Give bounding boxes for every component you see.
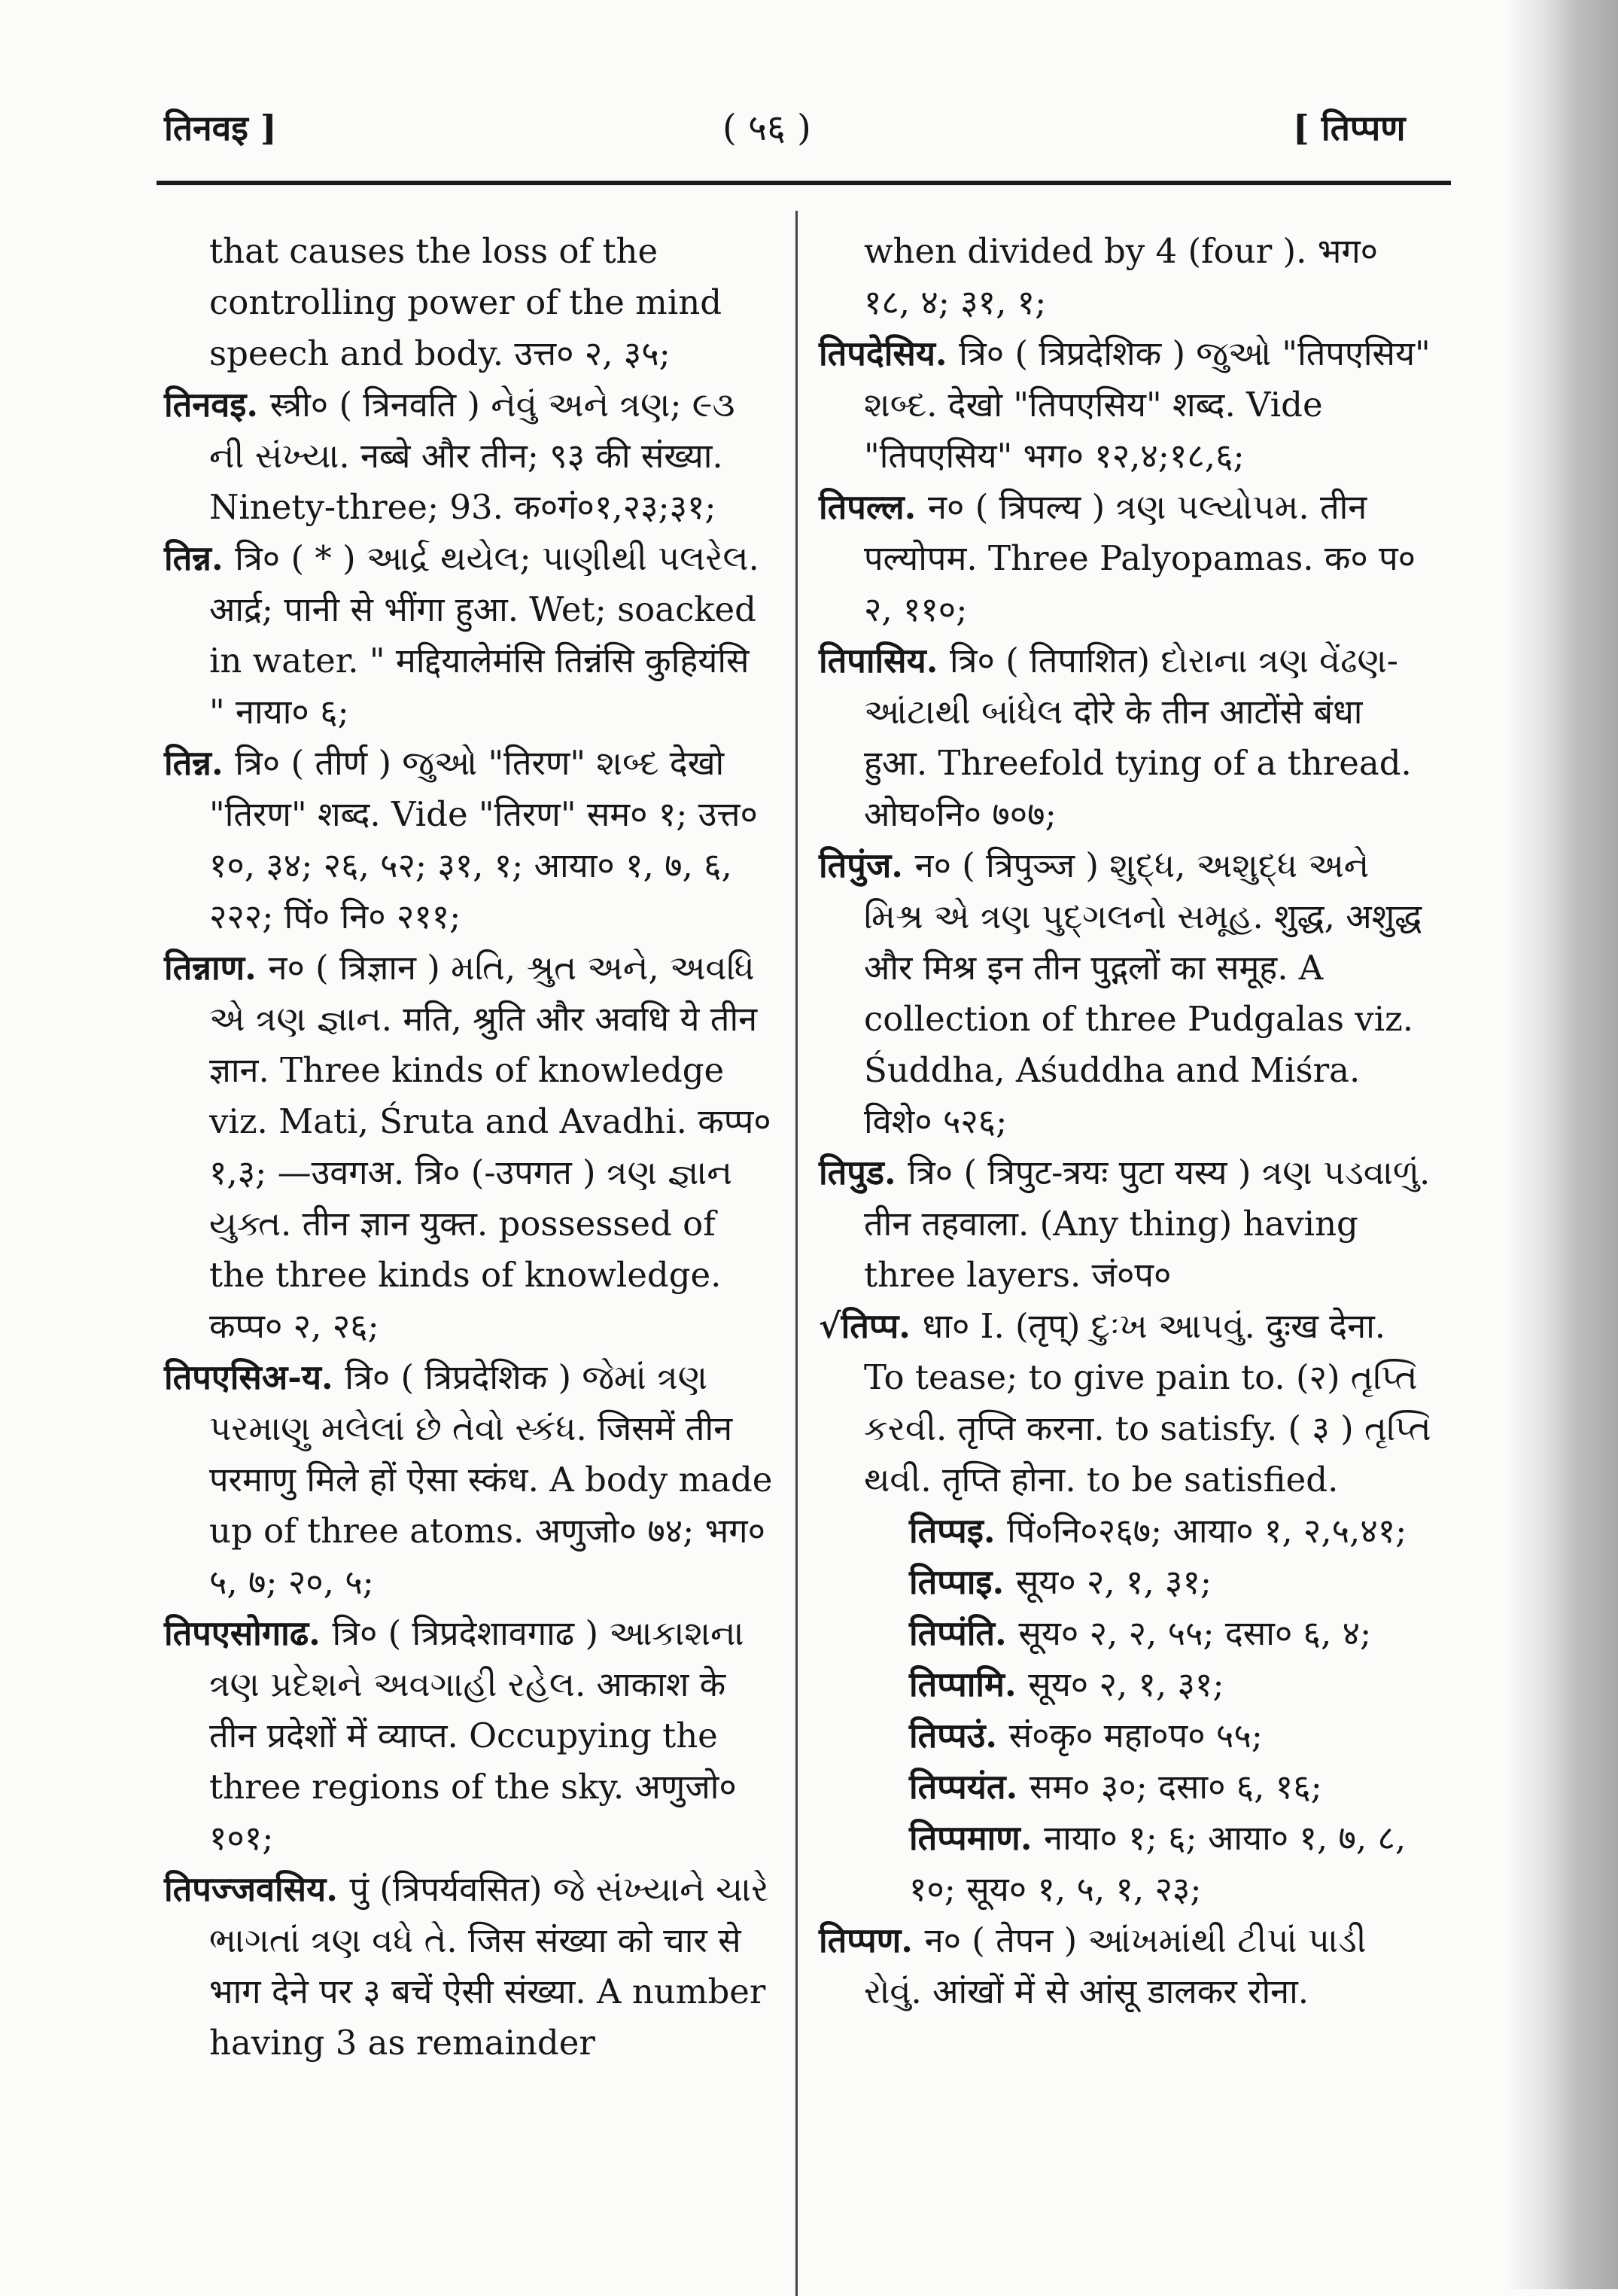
dictionary-entry	[819, 1813, 1432, 1915]
entry-text: सं०कृ० महा०प० ५५;	[1008, 1716, 1263, 1755]
dictionary-entry	[819, 1147, 1432, 1301]
entry-headword: तिपल्ल.	[819, 487, 929, 527]
entry-text: पुं (त्रिपर्यवसित) જે સંખ્યાને ચારે ભાગતાં ત્રણ વધે તે. जिस संख्या को चार से भाग देने पर ३ बचें ऐसी संख्या. A number having 3 as remainder	[209, 1869, 769, 2063]
right-column	[819, 226, 1432, 2017]
entry-text: त्रि० ( त्रिपुट-त्रयः पुटा यस्य ) ત્રણ પડવાળું. तीन तहवाला. (Any thing) having three layers. जं०प०	[864, 1153, 1431, 1295]
dictionary-entry	[819, 1608, 1432, 1659]
entry-text: त्रि० ( तिपाशित) દોરાના ત્રણ વેંઢણ-આંટાથી બાંધેલ दोरे के तीन आटोंसे बंधा हुआ. Threefold tying of a thread. ओघ०नि० ७०७;	[864, 641, 1412, 834]
entry-text: सम० ३०; दसा० ६, १६;	[1029, 1767, 1322, 1807]
dictionary-entry	[819, 226, 1432, 328]
dictionary-entry	[164, 1608, 774, 1864]
entry-text: न० ( त्रिपुञ्ज ) શુદ્ધ, અશુદ્ધ અને મિશ્ર એ ત્રણ પુદ્ગલનો સમૂહ. शुद्ध, अशुद्ध और मिश्र इन तीन पुद्गलों का समूह. A collection of three Pudgalas viz. Śuddha, Aśuddha and Miśra. विशे० ५२६;	[864, 845, 1422, 1141]
dictionary-entry	[164, 1864, 774, 2069]
entry-headword: तिपुड.	[819, 1153, 908, 1192]
entry-text: धा० I. (तृप्) દુઃખ આપવું. दुःख देना. To tease; to give pain to. (२) તૃપ્તિ કરવી. तृप्ति करना. to satisfy. ( ३ ) તૃપ્તિ થવી. तृप्ति होना. to be satisfied.	[864, 1306, 1431, 1500]
entry-headword: तिपासिय.	[819, 641, 950, 681]
entry-text: त्रि० ( त्रिप्रदेशिक ) જુઓ "तिपएसिय" શબ્દ. देखो "तिपएसिय" शब्द. Vide "तिपएसिय" भग० १२,४;१८,६;	[864, 333, 1431, 476]
dictionary-entry	[819, 1762, 1432, 1813]
dictionary-entry	[819, 1557, 1432, 1608]
entry-headword: तिन्न.	[164, 538, 236, 578]
dictionary-entry	[164, 379, 774, 533]
dictionary-entry	[819, 482, 1432, 635]
entry-headword: तिप्पउं.	[909, 1716, 1009, 1755]
entry-text: न० ( तेपन ) આંખમાંથી ટીપાં પાડી રોવું. आंखों में से आंसू डालकर रोना.	[864, 1920, 1367, 2011]
entry-headword: तिप्पयंत.	[909, 1767, 1029, 1807]
entry-text: न० ( त्रिज्ञान ) મતિ, શ્રુત અને, અવધિ એ ત્રણ જ્ઞાન. मति, श्रुति और अवधि ये तीन ज्ञान. Three kinds of knowledge viz. Mati, Śruta and Avadhi. कप्प० १,३; —उवगअ. त्रि० (-उपगत ) ત્રણ જ્ઞાન યુક્ત. तीन ज्ञान युक्त. possessed of the three kinds of knowledge. कप्प० २, २६;	[209, 948, 771, 1346]
entry-headword: तिपुंज.	[819, 845, 915, 885]
entry-headword: √तिप्प.	[819, 1306, 923, 1346]
entry-headword: तिन्न.	[164, 743, 236, 783]
entry-text: न० ( त्रिपल्य ) ત્રણ પલ્યોપમ. तीन पल्योपम. Three Palyopamas. क० प० २, ११०;	[864, 487, 1416, 629]
entry-headword: तिन्नाण.	[164, 948, 269, 988]
entry-text: पिं०नि०२६७; आया० १, २,५,४१;	[1007, 1511, 1407, 1551]
entry-headword: तिनवइ.	[164, 385, 270, 425]
entry-headword: तिप्पण.	[819, 1920, 925, 1960]
dictionary-entry	[164, 226, 774, 379]
entry-text: नाया० १; ६; आया० १, ७, ८, १०; सूय० १, ५, १, २३;	[909, 1818, 1407, 1909]
entry-headword: तिप्पंति.	[909, 1613, 1019, 1653]
dictionary-entry	[164, 533, 774, 738]
dictionary-entry	[164, 738, 774, 942]
dictionary-entry	[819, 328, 1432, 482]
entry-headword: तिप्पामि.	[909, 1664, 1029, 1704]
left-column	[164, 226, 774, 2069]
entry-text: सूय० २, १, ३१;	[1028, 1664, 1224, 1704]
column-divider	[795, 211, 798, 2296]
entry-text: त्रि० ( त्रिप्रदेशावगाढ ) આકાશના ત્રણ પ્રદેશને અવગાહી રહેલ. आकाश के तीन प्रदेशों में व्याप्त. Occupying the three regions of the sky. अणुजो० १०१;	[209, 1613, 744, 1858]
entry-text: that causes the loss of the controlling power of the mind speech and body. उत्त० २, ३५;	[209, 231, 722, 373]
entry-text: स्त्री० ( त्रिनवति ) નેવું અને ત્રણ; ૯૩ ની સંખ્યા. नब्बे और तीन; ९३ की संख्या. Ninety-three; 93. क०गं०१,२३;३१;	[209, 385, 735, 527]
entry-headword: तिपएसोगाढ.	[164, 1613, 333, 1653]
dictionary-entry	[819, 1301, 1432, 1506]
dictionary-entry	[164, 942, 774, 1352]
running-head-right: [ तिप्पण	[1293, 108, 1406, 148]
dictionary-entry	[819, 1710, 1432, 1762]
header-rule	[157, 181, 1451, 185]
entry-headword: तिप्पाइ.	[909, 1562, 1016, 1602]
entry-text: त्रि० ( त्रिप्रदेशिक ) જેમાં ત્રણ પરમાણુ મલેલાં છે તેવો સ્કંધ. जिसमें तीन परमाणु मिले हों ऐसा स्कंध. A body made up of three atoms. अणुजो० ७४; भग० ५, ७; २०, ५;	[209, 1357, 773, 1602]
entry-headword: तिप्पमाण.	[909, 1818, 1045, 1858]
dictionary-entry	[819, 1506, 1432, 1557]
entry-headword: तिप्पइ.	[909, 1511, 1008, 1551]
entry-text: त्रि० ( तीर्ण ) જુઓ "तिरण" શબ્દ देखो "तिरण" शब्द. Vide "तिरण" सम० १; उत्त० १०, ३४; २६, ५२; ३१, १; आया० १, ७, ६, २२२; पिं० नि० २११;	[209, 743, 758, 936]
dictionary-entry	[819, 1915, 1432, 2017]
page-number: ( ५६ )	[722, 107, 811, 149]
dictionary-entry	[164, 1352, 774, 1608]
entry-headword: तिपएसिअ-य.	[164, 1357, 345, 1397]
page-header	[0, 98, 1618, 166]
dictionary-entry	[819, 635, 1432, 840]
running-head-left: तिनवइ ]	[164, 108, 277, 148]
dictionary-entry	[819, 840, 1432, 1147]
entry-text: त्रि० ( * ) આર્દ્ર થયેલ; પાણીથી પલરેલ. आर्द्र; पानी से भींगा हुआ. Wet; soacked in water. " मद्दियालेमंसि तिन्नंसि कुहियंसि " नाया० ६;	[209, 538, 759, 732]
entry-text: when divided by 4 (four ). भग० १८, ४; ३१, १;	[864, 231, 1379, 322]
scan-edge-shadow	[1505, 0, 1618, 2289]
entry-text: सूय० २, १, ३१;	[1015, 1562, 1212, 1602]
entry-headword: तिपज्जवसिय.	[164, 1869, 350, 1909]
entry-headword: तिपदेसिय.	[819, 333, 960, 373]
entry-text: सूय० २, २, ५५; दसा० ६, ४;	[1018, 1613, 1372, 1653]
dictionary-entry	[819, 1659, 1432, 1710]
